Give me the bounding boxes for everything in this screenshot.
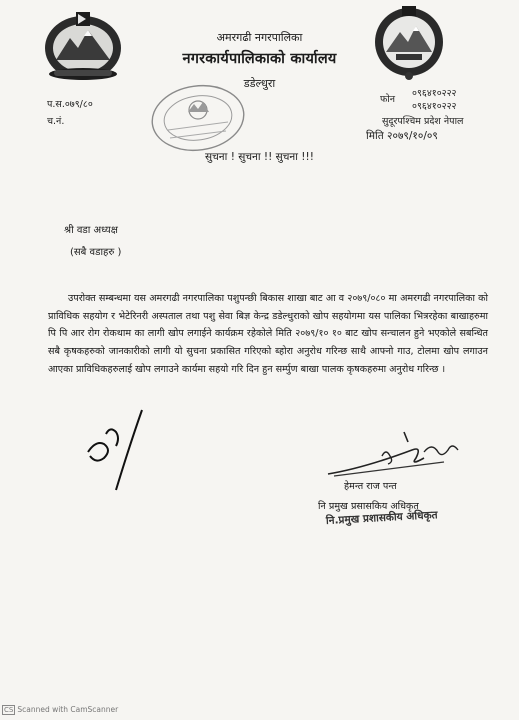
scanner-footer: [2, 705, 118, 715]
camscanner-badge: CS: [4, 706, 14, 714]
nepal-coat-of-arms-icon: [40, 8, 126, 84]
phone-number-1: ०९६४१०२२२: [412, 88, 457, 99]
office-round-stamp-icon: [148, 82, 248, 154]
body-paragraph: उपरोक्त सम्बन्धमा यस अमरगढी नगरपालिका पशुपन्छी बिकास शाखा बाट आ व २०७९/०८० मा अमरगढी नगरपालिका को प्राविधिक सहयोग र भेटेरिनरी अस्पताल तथा पशु सेवा बिज्ञ केन्द्र डडेल्धुराको खोप सहयोगमा यस पालिका भित्ररहेका बाखाहरुमा पि पि आर रोग रोकथाम का लागी खोप लगाईने कार्यक्रम रहेकोले मिति २०७९/१० १० बाट खोप सन्चालन हुने भएकोले सबन्धित सबै कृषकहरुको जानकारीको लागी यो सुचना प्रकासित गरिएको ब्होरा अनुरोध गरिन्छ साथै आफ्नो गाउ, टोलमा खोप लगाउन आएका प्राविधिकहरुलाई खोप लगाउने कार्यमा सहयो गरि दिन हुन सर्म्पुण बाखा पालक कृषकहरुमा अनुरोध गरिन्छ ।: [48, 293, 488, 375]
scanner-text: Scanned with CamScanner: [17, 705, 119, 714]
notice-title: सुचना ! सुचना !! सुचना !!!: [205, 151, 314, 163]
letter-date: मिति २०७९/१०/०९: [366, 130, 438, 142]
place-name: डडेल्धुरा: [243, 77, 276, 90]
signatory-name: हेमन्त राज पन्त: [344, 481, 397, 492]
dispatch-number: च.नं.: [47, 116, 65, 127]
phone-number-2: ०९६४१०२२२: [412, 101, 457, 112]
fiscal-year-ref: प.स.०७९/८०: [47, 99, 93, 110]
province-name: सुदूरपश्चिम प्रदेश नेपाल: [382, 116, 464, 127]
addressee-line-1: श्री वडा अध्यक्ष: [64, 225, 118, 236]
office-name: नगरकार्यपालिकाको कार्यालय: [182, 51, 337, 67]
signatory-designation: नि प्रमुख प्रसासकिय अधिकृत: [318, 501, 419, 512]
initial-signature-icon: [82, 404, 152, 496]
officer-signature-icon: [324, 428, 464, 480]
municipality-name: अमरगढी नगरपालिका: [216, 31, 303, 44]
addressee-line-2: (सबै वडाहरु ): [70, 247, 122, 258]
phone-label: फोन: [380, 94, 396, 105]
designation-stamp: नि.प्रमुख प्रशासकीय अधिकृत: [325, 509, 438, 527]
